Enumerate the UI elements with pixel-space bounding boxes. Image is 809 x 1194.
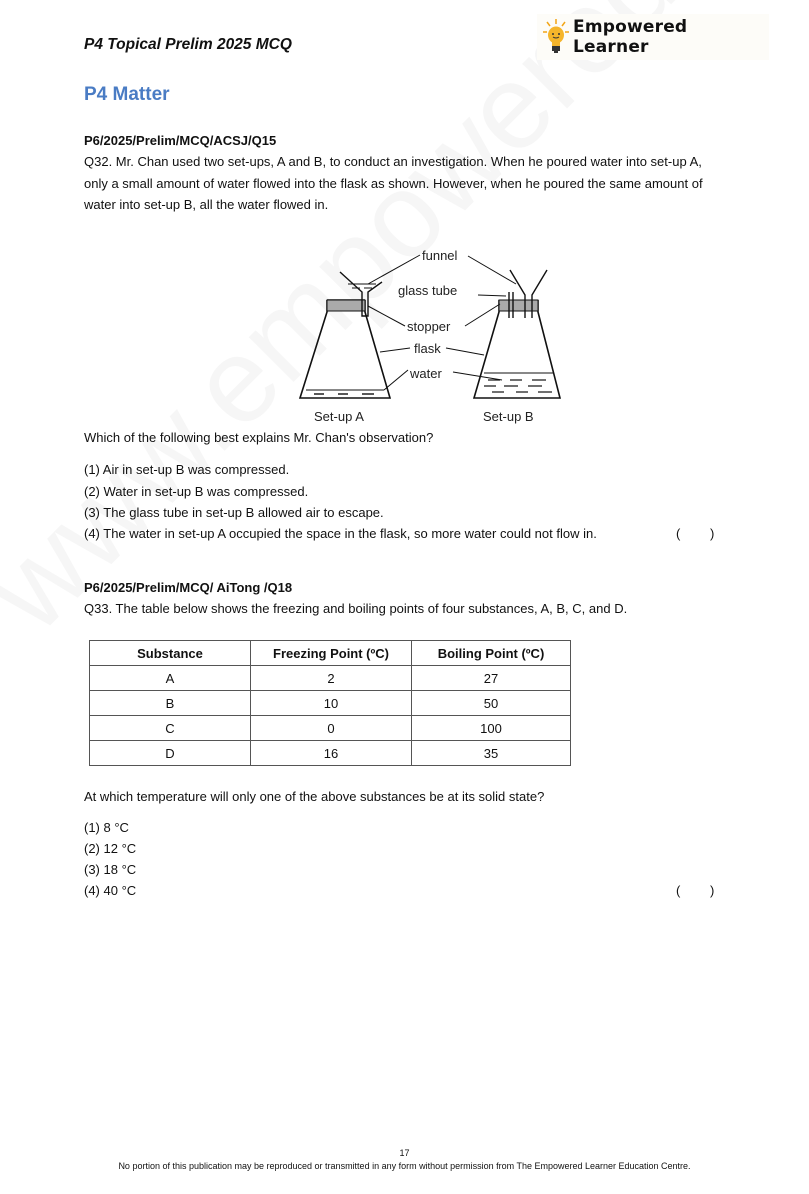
q32-answer-box[interactable] (676, 526, 744, 541)
q32-source: P6/2025/Prelim/MCQ/ACSJ/Q15 (84, 133, 277, 148)
answer-open-bracket: ( (676, 883, 681, 898)
q32-stem-line: only a small amount of water flowed into the flask as shown. However, when he poured the same amount of (84, 175, 703, 191)
cell-freezing: 16 (251, 741, 412, 766)
q32-question: Which of the following best explains Mr. Chan's observation? (84, 430, 434, 445)
header-substance: Substance (90, 641, 251, 666)
page-number: 17 (399, 1148, 410, 1158)
document-header-title: P4 Topical Prelim 2025 MCQ (84, 36, 292, 53)
cell-freezing: 2 (251, 666, 412, 691)
q32-stem (84, 151, 764, 216)
cell-substance: A (90, 666, 251, 691)
header-boiling-point: Boiling Point (ºC) (412, 641, 571, 666)
label-flask: flask (414, 341, 441, 356)
q32-option-3: (3) The glass tube in set-up B allowed air to escape. (84, 505, 384, 520)
flask-setup-diagram (262, 240, 578, 426)
cell-substance: C (90, 716, 251, 741)
cell-boiling: 100 (412, 716, 571, 741)
label-stopper: stopper (407, 319, 451, 334)
cell-freezing: 10 (251, 691, 412, 716)
q33-question: At which temperature will only one of the above substances be at its solid state? (84, 789, 545, 804)
cell-substance: D (90, 741, 251, 766)
setup-a-flask (300, 272, 390, 398)
section-title: P4 Matter (84, 84, 170, 105)
lightbulb-icon (541, 17, 571, 57)
q33-source: P6/2025/Prelim/MCQ/ AiTong /Q18 (84, 580, 293, 595)
label-setup-b: Set-up B (483, 409, 534, 424)
table-header-row (90, 641, 571, 666)
q33-answer-box[interactable] (676, 883, 744, 898)
answer-open-bracket: ( (676, 526, 681, 541)
substances-table (89, 640, 571, 766)
cell-freezing: 0 (251, 716, 412, 741)
q32-option-2: (2) Water in set-up B was compressed. (84, 484, 309, 499)
q32-option-1: (1) Air in set-up B was compressed. (84, 462, 290, 477)
table-row (90, 741, 571, 766)
q33-option-4: (4) 40 °C (84, 883, 137, 898)
q33-option-3: (3) 18 °C (84, 862, 137, 877)
label-glass-tube: glass tube (398, 283, 458, 298)
label-water: water (410, 366, 442, 381)
header-freezing-point: Freezing Point (ºC) (251, 641, 412, 666)
cell-substance: B (90, 691, 251, 716)
cell-boiling: 50 (412, 691, 571, 716)
q32-stem-line: water into set-up B, all the water flowed in. (84, 197, 329, 212)
cell-boiling: 27 (412, 666, 571, 691)
table-row (90, 666, 571, 691)
q33-stem: Q33. The table below shows the freezing and boiling points of four substances, A, B, C, and D. (84, 601, 628, 616)
label-funnel: funnel (422, 248, 458, 263)
answer-close-bracket: ) (710, 526, 715, 541)
copyright-notice: No portion of this publication may be reproduced or transmitted in any form without permission from The Empowered Learner Education Centre. (118, 1161, 691, 1171)
label-setup-a: Set-up A (314, 409, 364, 424)
brand-logo (537, 14, 769, 60)
q33-option-2: (2) 12 °C (84, 841, 137, 856)
q33-option-1: (1) 8 °C (84, 820, 129, 835)
table-row (90, 691, 571, 716)
logo-text: Empowered Learner (573, 17, 688, 57)
table-row (90, 716, 571, 741)
q32-option-4: (4) The water in set-up A occupied the space in the flask, so more water could not flow in. (84, 526, 597, 541)
cell-boiling: 35 (412, 741, 571, 766)
answer-close-bracket: ) (710, 883, 715, 898)
q32-stem-line: Q32. Mr. Chan used two set-ups, A and B, to conduct an investigation. When he poured water into set-up A, (84, 154, 702, 169)
setup-b-flask (474, 270, 560, 398)
